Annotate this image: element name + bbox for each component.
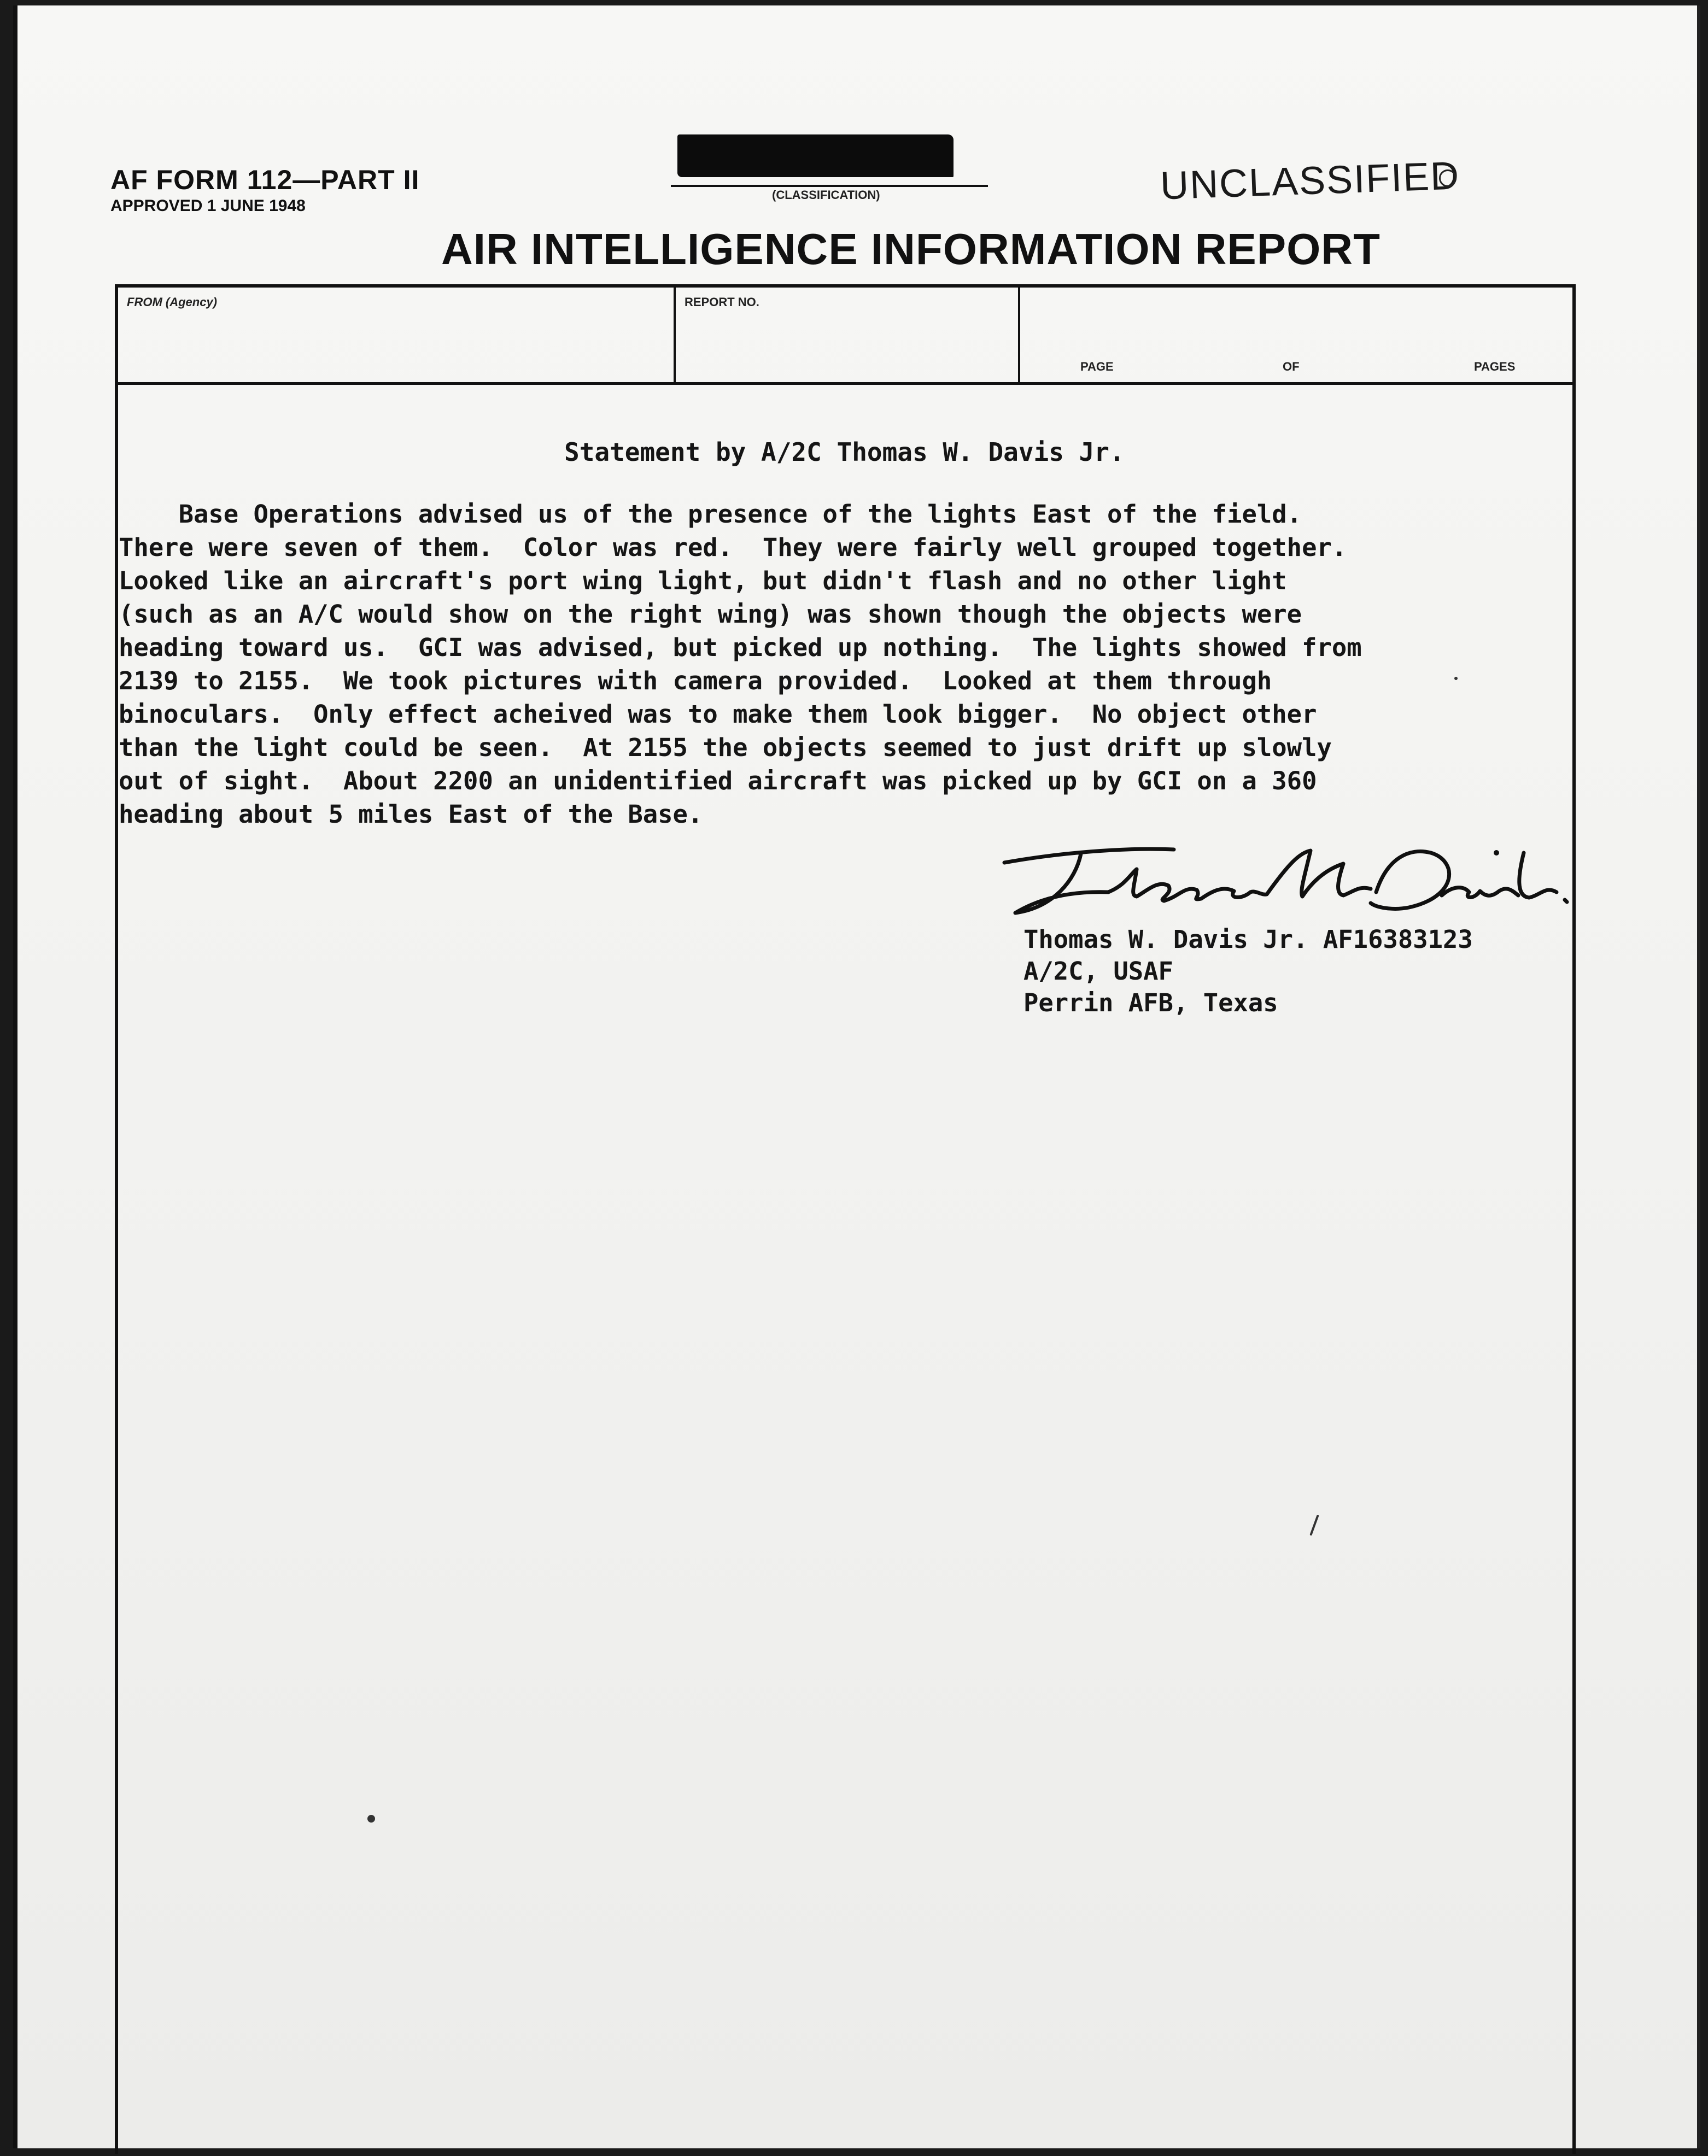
statement-line: 2139 to 2155. We took pictures with camera provided. Looked at them through <box>119 666 1272 695</box>
signer-name-line: Thomas W. Davis Jr. AF16383123 <box>1023 925 1473 954</box>
header-fields-row <box>118 288 1572 385</box>
statement-line: out of sight. About 2200 an unidentified aircraft was picked up by GCI on a 360 <box>119 766 1317 795</box>
statement-line: Base Operations advised us of the presence of the lights East of the field. <box>119 500 1302 529</box>
form-identifier <box>110 164 419 215</box>
classification-label: (CLASSIFICATION) <box>772 188 880 202</box>
unclassified-stamp: UNCLASSIFIED <box>1159 154 1461 208</box>
report-number-label: REPORT NO. <box>685 295 759 309</box>
from-agency-cell <box>118 288 676 382</box>
form-approval-date: APPROVED 1 JUNE 1948 <box>110 197 306 215</box>
pages-label: PAGES <box>1474 360 1516 373</box>
statement-line: heading about 5 miles East of the Base. <box>119 800 703 829</box>
statement-line: binoculars. Only effect acheived was to make them look bigger. No object other <box>119 700 1317 729</box>
statement-line: than the light could be seen. At 2155 the objects seemed to just drift up slowly <box>119 733 1332 762</box>
statement-line: (such as an A/C would show on the right wing) was shown though the objects were <box>119 600 1302 629</box>
report-title: AIR INTELLIGENCE INFORMATION REPORT <box>441 225 1381 273</box>
document-page <box>13 5 1700 2148</box>
form-number: AF FORM 112—PART II <box>110 165 420 195</box>
scan-speck <box>1454 677 1458 680</box>
signer-rank-line: A/2C, USAF <box>1023 957 1173 986</box>
redaction-block <box>677 134 954 177</box>
scan-speck <box>367 1815 375 1823</box>
stamp-ring-mark <box>1439 169 1457 187</box>
signature-block <box>1023 924 1473 1019</box>
statement-title: Statement by A/2C Thomas W. Davis Jr. <box>564 437 1125 467</box>
of-label: OF <box>1283 360 1300 373</box>
statement-line: heading toward us. GCI was advised, but picked up nothing. The lights showed from <box>119 633 1362 662</box>
handwritten-signature <box>993 831 1573 924</box>
classification-field <box>671 130 955 185</box>
statement-body <box>119 497 1595 831</box>
report-number-cell <box>676 288 1020 382</box>
from-agency-label: FROM (Agency) <box>127 295 217 309</box>
page-label: PAGE <box>1080 360 1114 373</box>
statement-line: Looked like an aircraft's port wing light, but didn't flash and no other light <box>119 566 1287 595</box>
page-count-cell <box>1020 288 1572 382</box>
classification-underline <box>671 185 988 187</box>
statement-line: There were seven of them. Color was red. They were fairly well grouped together. <box>119 533 1347 562</box>
signer-station-line: Perrin AFB, Texas <box>1023 988 1278 1017</box>
